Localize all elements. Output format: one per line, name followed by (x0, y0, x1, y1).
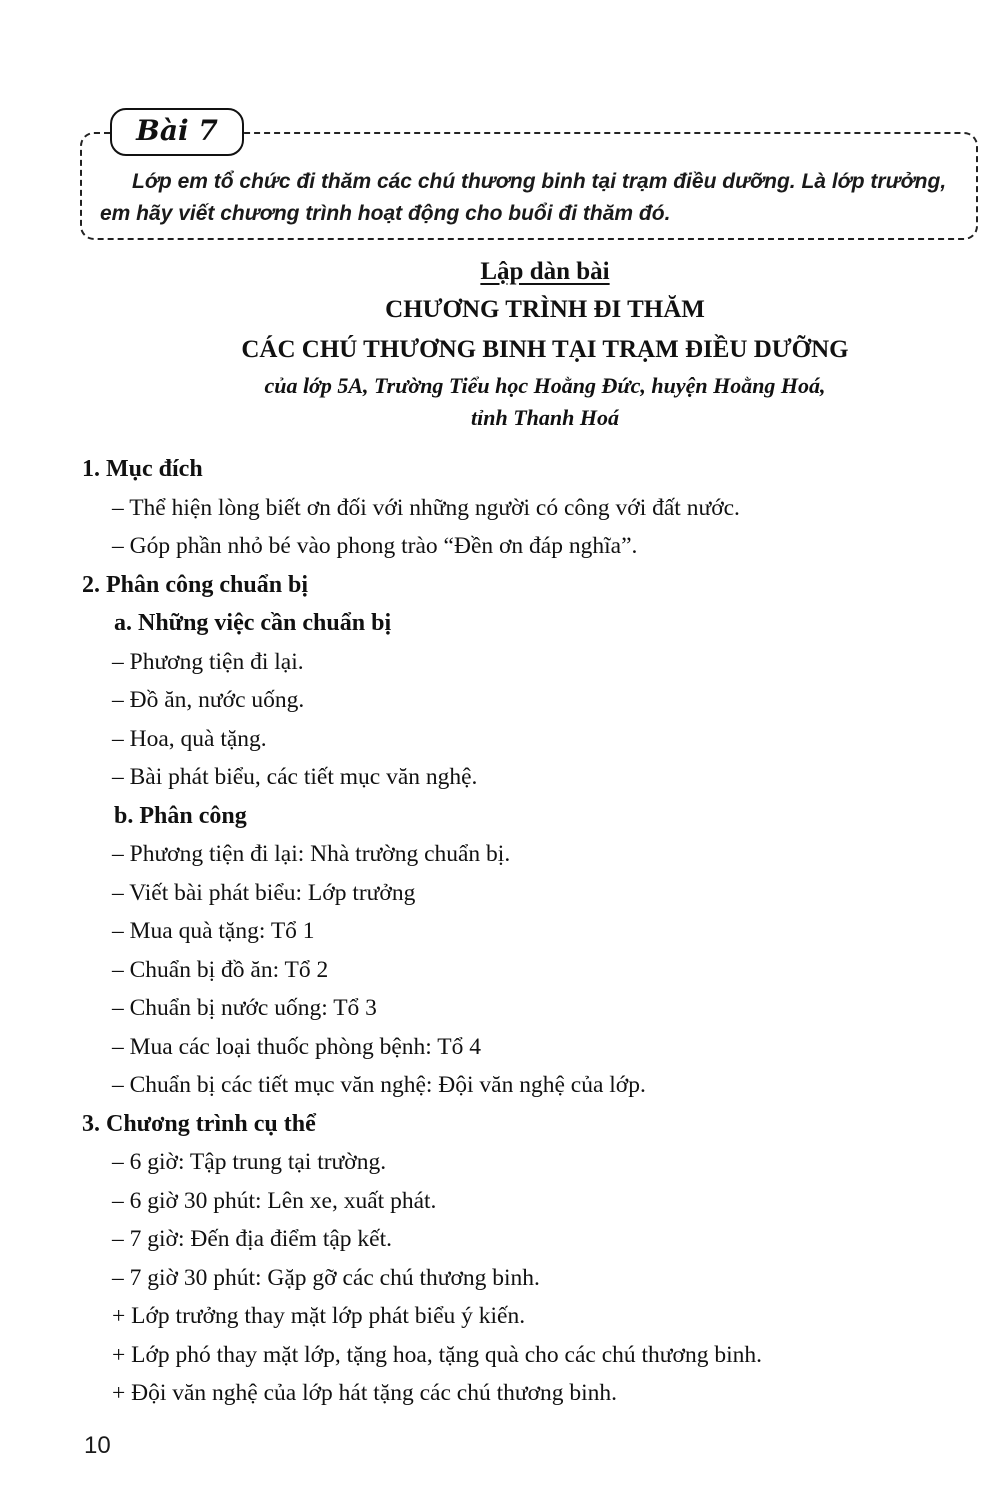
title-block (90, 254, 992, 434)
list-item: – Phương tiện đi lại. (112, 648, 304, 675)
list-item: – Chuẩn bị đồ ăn: Tổ 2 (112, 956, 329, 983)
program-title-line-2: CÁC CHÚ THƯƠNG BINH TẠI TRẠM ĐIỀU DƯỠNG (241, 336, 849, 363)
list-item: – Mua các loại thuốc phòng bệnh: Tổ 4 (112, 1033, 481, 1060)
section-heading-purpose: 1. Mục đích (82, 456, 203, 482)
exercise-prompt: Lớp em tổ chức đi thăm các chú thương binh tại trạm điều dưỡng. Là lớp trưởng, em hãy viết chương trình hoạt động cho buổi đi thăm đó. (100, 170, 947, 225)
exercise-badge: Bài 7 (110, 108, 244, 156)
list-item: + Đội văn nghệ của lớp hát tặng các chú thương binh. (112, 1380, 618, 1406)
section-heading-schedule: 3. Chương trình cụ thể (82, 1110, 316, 1137)
list-item: – Thể hiện lòng biết ơn đối với những người có công với đất nước. (112, 494, 740, 521)
list-item: – Góp phần nhỏ bé vào phong trào “Đền ơn đáp nghĩa”. (112, 533, 638, 559)
list-item: – 7 giờ: Đến địa điểm tập kết. (112, 1226, 393, 1252)
outline-content (0, 450, 992, 1413)
list-item: – Chuẩn bị nước uống: Tổ 3 (112, 995, 377, 1021)
list-item: + Lớp phó thay mặt lớp, tặng hoa, tặng quà cho các chú thương binh. (112, 1341, 762, 1368)
program-subtitle-line-1: của lớp 5A, Trường Tiểu học Hoằng Đức, huyện Hoằng Hoá, (264, 373, 826, 398)
sub-heading-things-to-prepare: a. Những việc cần chuẩn bị (114, 610, 392, 636)
section-heading-preparation: 2. Phân công chuẩn bị (82, 571, 309, 598)
list-item: – Mua quà tặng: Tổ 1 (112, 918, 315, 944)
list-item: – 6 giờ: Tập trung tại trường. (112, 1149, 387, 1175)
program-title-line-1: CHƯƠNG TRÌNH ĐI THĂM (385, 296, 705, 323)
list-item: – Chuẩn bị các tiết mục văn nghệ: Đội văn nghệ của lớp. (112, 1072, 646, 1098)
list-item: – Phương tiện đi lại: Nhà trường chuẩn bị. (112, 841, 511, 867)
list-item: – Viết bài phát biểu: Lớp trưởng (112, 879, 416, 906)
outline-heading: Lập dàn bài (480, 258, 610, 285)
list-item: + Lớp trưởng thay mặt lớp phát biểu ý kiến. (112, 1303, 526, 1329)
list-item: – 7 giờ 30 phút: Gặp gỡ các chú thương binh. (112, 1264, 540, 1291)
list-item: – Bài phát biểu, các tiết mục văn nghệ. (112, 764, 478, 790)
list-item: – Hoa, quà tặng. (112, 725, 267, 752)
list-item: – Đồ ăn, nước uống. (112, 687, 305, 713)
sub-heading-assignment: b. Phân công (114, 802, 247, 829)
list-item: – 6 giờ 30 phút: Lên xe, xuất phát. (112, 1187, 437, 1214)
page-number: 10 (84, 1432, 111, 1459)
program-subtitle-line-2: tỉnh Thanh Hoá (471, 405, 619, 430)
